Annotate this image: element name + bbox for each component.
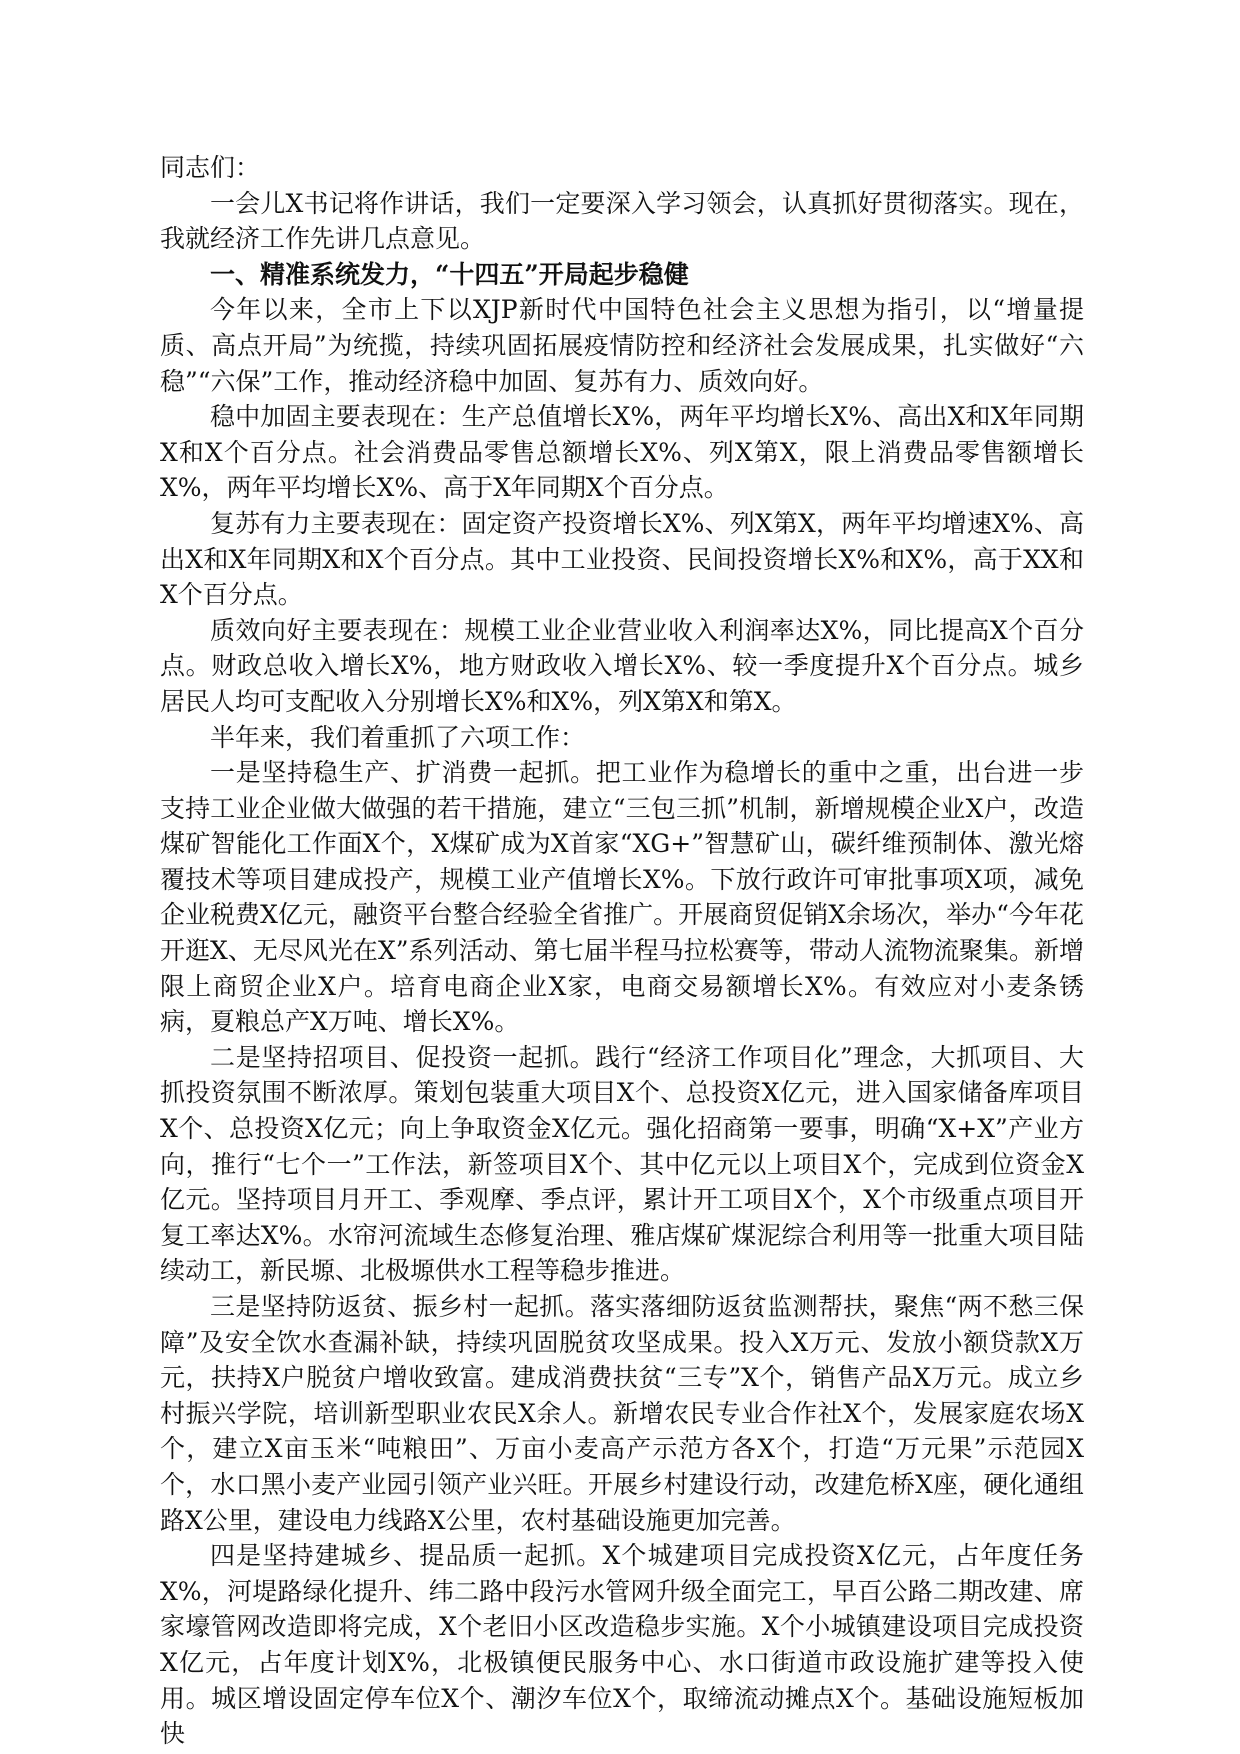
overview-paragraph: 今年以来，全市上下以XJP新时代中国特色社会主义思想为指引，以“增量提质、高点开局”为统揽，持续巩固拓展疫情防控和经济社会发展成果，扎实做好“六稳”“六保”工作，推动经济稳中加固、复苏有力、质效向好。 <box>160 295 1084 396</box>
salutation: 同志们： <box>160 153 261 182</box>
stability-paragraph: 稳中加固主要表现在：生产总值增长X%，两年平均增长X%、高出X和X年同期X和X个百分点。社会消费品零售总额增长X%、列X第X，限上消费品零售额增长X%，两年平均增长X%、高于X年同期X个百分点。 <box>160 402 1084 503</box>
quality-paragraph: 质效向好主要表现在：规模工业企业营业收入利润率达X%，同比提高X个百分点。财政总收入增长X%，地方财政收入增长X%、较一季度提升X个百分点。城乡居民人均可支配收入分别增长X%和X%，列X第X和第X。 <box>160 615 1084 716</box>
task-one-paragraph: 一是坚持稳生产、扩消费一起抓。把工业作为稳增长的重中之重，出台进一步支持工业企业做大做强的若干措施，建立“三包三抓”机制，新增规模企业X户，改造煤矿智能化工作面X个，X煤矿成为X首家“XG+”智慧矿山，碳纤维预制体、激光熔覆技术等项目建成投产，规模工业产值增长X%。下放行政许可审批事项X项，减免企业税费X亿元，融资平台整合经验全省推广。开展商贸促销X余场次，举办“今年花开逛X、无尽风光在X”系列活动、第七届半程马拉松赛等，带动人流物流聚集。新增限上商贸企业X户。培育电商企业X家，电商交易额增长X%。有效应对小麦条锈病，夏粮总产X万吨、增长X%。 <box>160 758 1084 1037</box>
task-three-paragraph: 三是坚持防返贫、振乡村一起抓。落实落细防返贫监测帮扶，聚焦“两不愁三保障”及安全饮水查漏补缺，持续巩固脱贫攻坚成果。投入X万元、发放小额贷款X万元，扶持X户脱贫户增收致富。建成消费扶贫“三专”X个，销售产品X万元。成立乡村振兴学院，培训新型职业农民X余人。新增农民专业合作社X个，发展家庭农场X个，建立X亩玉米“吨粮田”、万亩小麦高产示范方各X个，打造“万元果”示范园X个，水口黑小麦产业园引领产业兴旺。开展乡村建设行动，改建危桥X座，硬化通组路X公里，建设电力线路X公里，农村基础设施更加完善。 <box>160 1292 1084 1535</box>
task-two-paragraph: 二是坚持招项目、促投资一起抓。践行“经济工作项目化”理念，大抓项目、大抓投资氛围不断浓厚。策划包装重大项目X个、总投资X亿元，进入国家储备库项目X个、总投资X亿元；向上争取资金X亿元。强化招商第一要事，明确“X+X”产业方向，推行“七个一”工作法，新签项目X个、其中亿元以上项目X个，完成到位资金X亿元。坚持项目月开工、季观摩、季点评，累计开工项目X个，X个市级重点项目开复工率达X%。水帘河流域生态修复治理、雅店煤矿煤泥综合利用等一批重大项目陆续动工，新民塬、北极塬供水工程等稳步推进。 <box>160 1042 1084 1286</box>
document-page <box>160 150 1084 1752</box>
task-four-paragraph: 四是坚持建城乡、提品质一起抓。X个城建项目完成投资X亿元，占年度任务X%，河堤路绿化提升、纬二路中段污水管网升级全面完工，早百公路二期改建、席家壕管网改造即将完成，X个老旧小区改造稳步实施。X个小城镇建设项目完成投资X亿元，占年度计划X%，北极镇便民服务中心、水口街道市政设施扩建等投入使用。城区增设固定停车位X个、潮汐车位X个，取缔流动摊点X个。基础设施短板加快 <box>160 1541 1084 1749</box>
intro-paragraph: 一会儿X书记将作讲话，我们一定要深入学习领会，认真抓好贯彻落实。现在，我就经济工作先讲几点意见。 <box>160 188 1084 254</box>
section-heading: 一、精准系统发力，“十四五”开局起步稳健 <box>210 259 689 289</box>
six-tasks-intro: 半年来，我们着重抓了六项工作： <box>210 722 586 752</box>
recovery-paragraph: 复苏有力主要表现在：固定资产投资增长X%、列X第X，两年平均增速X%、高出X和X年同期X和X个百分点。其中工业投资、民间投资增长X%和X%，高于XX和X个百分点。 <box>160 508 1084 610</box>
